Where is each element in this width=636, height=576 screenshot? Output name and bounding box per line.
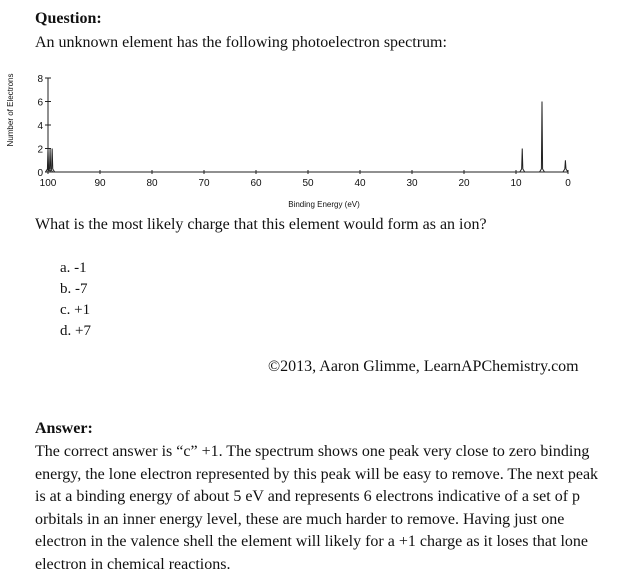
- spectrum-peak: [520, 149, 525, 173]
- x-tick-label: 90: [94, 178, 106, 189]
- x-tick-label: 40: [354, 178, 366, 189]
- x-tick-label: 0: [565, 178, 571, 189]
- x-tick-label: 20: [458, 178, 470, 189]
- y-tick-label: 8: [37, 74, 43, 85]
- answer-line: is at a binding energy of about 5 eV and represents 6 electrons indicative of a set of p: [35, 486, 631, 509]
- x-tick-label: 70: [198, 178, 210, 189]
- x-axis-label: Binding Energy (eV): [288, 200, 360, 209]
- option-c: c. +1: [60, 300, 91, 321]
- copyright-notice: ©2013, Aaron Glimme, LearnAPChemistry.com: [268, 358, 579, 376]
- y-axis-label: Number of Electrons: [6, 74, 15, 147]
- option-b: b. -7: [60, 279, 91, 300]
- spectrum-peaks: [46, 102, 568, 173]
- question-prompt: What is the most likely charge that this element would form as an ion?: [35, 216, 487, 234]
- x-tick-label: 80: [146, 178, 158, 189]
- answer-line: electron in the valence shell the element will likely for a +1 charge as it loses that lone: [35, 531, 631, 554]
- x-ticks: [40, 170, 572, 189]
- x-tick-label: 10: [510, 178, 522, 189]
- y-tick-label: 0: [37, 168, 43, 179]
- question-text: An unknown element has the following photoelectron spectrum:: [35, 34, 447, 52]
- answer-options: [60, 258, 91, 342]
- x-tick-label: 50: [302, 178, 314, 189]
- spectrum-peak: [540, 102, 545, 173]
- option-a: a. -1: [60, 258, 91, 279]
- x-tick-label: 100: [40, 178, 57, 189]
- y-axis-label-group: [6, 74, 15, 147]
- question-heading: Question:: [35, 10, 102, 28]
- option-d: d. +7: [60, 321, 91, 342]
- answer-line: orbitals in an inner energy level, these are much harder to remove. Having just one: [35, 509, 631, 532]
- answer-heading: Answer:: [35, 420, 93, 438]
- y-tick-label: 2: [37, 145, 43, 156]
- spectrum-peak: [563, 160, 568, 172]
- answer-line: electron in chemical reactions.: [35, 554, 631, 576]
- chart-axes: [48, 78, 568, 172]
- y-tick-label: 6: [37, 98, 43, 109]
- x-tick-label: 30: [406, 178, 418, 189]
- answer-explanation: [35, 441, 631, 576]
- photoelectron-spectrum-chart: [0, 66, 636, 216]
- y-tick-label: 4: [37, 121, 43, 132]
- x-tick-label: 60: [250, 178, 262, 189]
- answer-line: The correct answer is “c” +1. The spectrum shows one peak very close to zero binding: [35, 441, 631, 464]
- y-ticks: [37, 74, 51, 179]
- answer-line: energy, the lone electron represented by this peak will be easy to remove. The next peak: [35, 464, 631, 487]
